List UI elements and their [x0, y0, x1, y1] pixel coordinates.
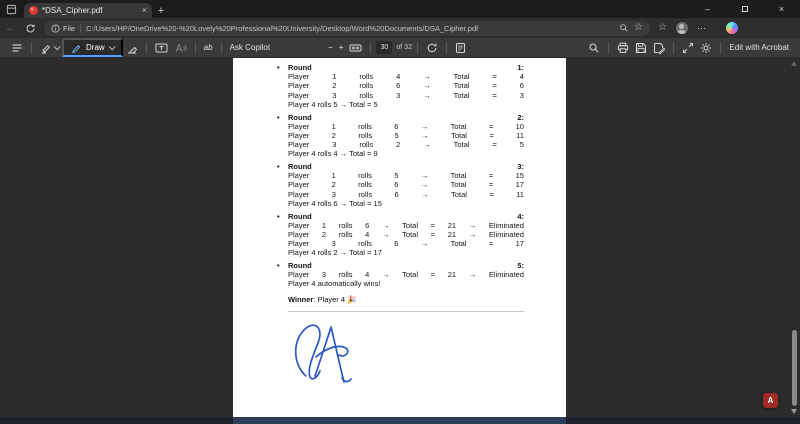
row-token: → — [421, 130, 429, 140]
round-label: Round — [288, 63, 312, 72]
refresh-icon[interactable] — [20, 18, 40, 38]
round-footer: Player 4 rolls 4 → Total = 9 — [288, 149, 378, 159]
chevron-down-icon — [108, 43, 115, 50]
bullet-icon: • — [277, 162, 280, 172]
player-row — [288, 171, 524, 180]
divider — [195, 42, 196, 54]
row-token: Player — [288, 189, 310, 199]
row-token: rolls — [338, 270, 353, 280]
divider — [446, 42, 447, 54]
player-row — [288, 230, 524, 239]
divider — [80, 24, 81, 33]
row-token: 4 — [365, 229, 370, 239]
add-favorite-star-icon[interactable]: ☆ — [634, 22, 643, 33]
scrollbar[interactable] — [789, 58, 799, 417]
row-token: Total — [451, 130, 467, 140]
zoom-out-button[interactable] — [325, 41, 336, 54]
row-token: Total — [453, 72, 470, 82]
round-footer: Player 4 rolls 5 → Total = 5 — [288, 99, 378, 109]
round-footer: Player 4 rolls 2 → Total = 17 — [288, 248, 382, 258]
browser-actions — [658, 22, 744, 34]
row-token: → — [423, 140, 431, 150]
row-token: 1 — [332, 72, 337, 82]
divider — [417, 42, 418, 54]
row-token: Player — [288, 140, 310, 150]
round-block — [277, 211, 524, 258]
divider — [146, 42, 147, 54]
bullet-icon: • — [277, 211, 280, 221]
row-token: Total — [451, 189, 467, 199]
row-token: → — [468, 270, 477, 280]
row-token: 6 — [394, 189, 399, 199]
player-row — [288, 131, 524, 140]
round-label: Round — [288, 162, 312, 172]
ask-copilot-label: Ask Copilot — [229, 43, 271, 52]
player-row — [288, 81, 524, 90]
round-heading — [277, 112, 524, 122]
pdf-page — [233, 58, 566, 417]
page-count-label: of 32 — [396, 44, 412, 51]
minimize-button[interactable]: – — [704, 4, 710, 14]
row-token: 6 — [394, 239, 399, 249]
row-token: 11 — [516, 130, 524, 140]
acrobat-launcher-icon[interactable]: A — [763, 393, 778, 408]
row-token: Total — [402, 270, 418, 280]
profile-avatar[interactable] — [676, 22, 688, 34]
player-row — [288, 72, 524, 81]
address-row — [0, 18, 800, 38]
table-of-contents-icon[interactable] — [8, 40, 26, 56]
row-token: 4 — [519, 72, 524, 82]
round-block — [277, 162, 524, 208]
row-token: → — [382, 270, 390, 280]
row-token: Eliminated — [488, 270, 524, 280]
row-token: 10 — [515, 121, 524, 131]
row-token: 2 — [396, 140, 401, 150]
divider — [370, 42, 371, 54]
row-token: 2 — [321, 229, 327, 239]
row-token: = — [488, 171, 494, 181]
draw-tool-button[interactable] — [62, 38, 123, 57]
row-token: 3 — [519, 90, 524, 100]
edit-with-acrobat-label: Edit with Acrobat — [729, 43, 789, 52]
row-token: → — [423, 90, 431, 100]
row-token: 21 — [447, 270, 457, 280]
rounds-container — [277, 63, 524, 289]
row-token: Total — [453, 81, 470, 91]
scrollbar-thumb[interactable] — [792, 330, 797, 406]
player-row — [288, 190, 524, 199]
row-token: rolls — [359, 140, 374, 150]
row-token: 4 — [365, 270, 370, 280]
row-token: Player — [288, 229, 310, 239]
row-token: Player — [288, 72, 310, 82]
row-token: 3 — [332, 140, 337, 150]
round-label: Round — [288, 261, 312, 271]
row-token: 2 — [331, 180, 336, 190]
row-token: 6 — [394, 121, 399, 131]
pdf-viewport — [0, 58, 800, 424]
row-token: 2 — [332, 81, 337, 91]
row-token: 6 — [396, 81, 401, 91]
edit-with-acrobat-button[interactable] — [726, 41, 792, 54]
favorites-bar-icon[interactable]: ☆ — [658, 22, 667, 33]
bullet-icon: • — [277, 112, 280, 122]
zoom-in-button[interactable] — [336, 41, 347, 54]
round-number: 1: — [517, 63, 524, 72]
search-in-page-icon[interactable] — [619, 23, 629, 33]
close-button[interactable]: × — [778, 4, 785, 14]
tab-title: *DSA_Cipher.pdf — [42, 6, 103, 15]
row-token: Total — [453, 140, 470, 150]
divider — [720, 42, 721, 54]
gear-icon[interactable] — [697, 40, 715, 56]
winner-label: Winner — [288, 294, 314, 304]
address-bar[interactable] — [44, 21, 650, 36]
row-token: → — [468, 220, 477, 230]
row-token: Player — [288, 270, 310, 280]
row-token: rolls — [358, 121, 372, 131]
zoom-out-icon: − — [328, 43, 333, 52]
page-view-icon[interactable] — [452, 40, 469, 56]
row-token: 3 — [331, 189, 336, 199]
row-token: → — [420, 171, 429, 181]
back-icon[interactable]: ← — [5, 22, 15, 34]
row-token: = — [489, 130, 494, 140]
row-token: rolls — [358, 239, 372, 249]
row-token: rolls — [358, 130, 373, 140]
row-token: rolls — [358, 180, 372, 190]
row-token: rolls — [338, 229, 353, 239]
row-token: Total — [450, 121, 467, 131]
round-block — [277, 112, 524, 159]
player-row — [288, 239, 524, 248]
window-controls — [689, 0, 800, 18]
scroll-down-icon[interactable] — [791, 409, 797, 414]
search-document-icon[interactable] — [585, 40, 603, 56]
divider — [608, 42, 609, 54]
round-heading — [277, 162, 524, 172]
row-token: = — [488, 239, 494, 249]
row-token: rolls — [358, 189, 373, 199]
row-token: 5 — [394, 130, 399, 140]
row-token: 1 — [331, 171, 336, 181]
round-number: 5: — [517, 261, 524, 271]
row-token: Total — [402, 220, 418, 230]
eraser-icon[interactable] — [123, 40, 141, 56]
round-label: Round — [288, 112, 312, 122]
protocol-label: File — [63, 23, 76, 33]
add-text-icon[interactable] — [152, 40, 171, 56]
row-token: 5 — [519, 140, 524, 150]
maximize-icon — [742, 6, 748, 12]
row-token: = — [492, 81, 497, 91]
round-number: 2: — [517, 112, 524, 122]
page-number-input[interactable]: 30 — [376, 41, 392, 54]
tab-actions-icon[interactable] — [0, 0, 22, 18]
row-token: 6 — [394, 180, 399, 190]
player-row — [288, 91, 524, 100]
row-token: rolls — [359, 90, 374, 100]
zoom-in-icon: + — [338, 43, 344, 52]
print-icon[interactable] — [614, 40, 632, 56]
row-token: 17 — [515, 239, 524, 249]
divider — [673, 42, 674, 54]
row-token: → — [421, 189, 429, 199]
row-token: Eliminated — [488, 229, 524, 239]
row-token: 15 — [515, 171, 524, 181]
page-bottom-strip — [233, 417, 566, 424]
signature-ink — [285, 320, 365, 388]
copilot-icon[interactable] — [726, 22, 738, 34]
row-token: 5 — [394, 171, 399, 181]
document-text — [277, 63, 524, 312]
pdf-toolbar — [0, 38, 800, 58]
row-token: Total — [402, 229, 418, 239]
row-token: rolls — [358, 171, 372, 181]
pdf-favicon-icon — [29, 6, 38, 15]
row-token: 1 — [331, 121, 336, 131]
row-token: = — [430, 270, 436, 280]
row-token: 21 — [447, 229, 457, 239]
round-block — [277, 63, 524, 109]
round-heading — [277, 211, 524, 221]
winner-line — [288, 295, 524, 304]
row-token: → — [420, 239, 429, 249]
row-token: 3 — [331, 239, 336, 249]
round-heading — [277, 261, 524, 271]
round-label: Round — [288, 211, 312, 221]
highlight-tool-button[interactable] — [37, 40, 62, 56]
player-row — [288, 221, 524, 230]
ask-copilot-button[interactable] — [227, 41, 273, 54]
active-tab[interactable] — [24, 3, 152, 18]
save-as-icon[interactable] — [650, 40, 668, 56]
round-footer: Player 4 automatically wins! — [288, 279, 381, 289]
row-token: 2 — [331, 130, 336, 140]
row-token: Player — [288, 171, 310, 181]
row-token: 21 — [447, 220, 457, 230]
ab-label: ab — [203, 43, 213, 52]
row-token: → — [382, 220, 390, 230]
round-block — [277, 261, 524, 289]
new-tab-button[interactable]: + — [157, 4, 165, 17]
info-icon — [51, 24, 60, 33]
divider — [31, 42, 32, 54]
file-protocol-badge — [51, 24, 75, 33]
row-token: Total — [450, 180, 467, 190]
row-token: 17 — [515, 180, 524, 190]
row-token: 6 — [365, 220, 370, 230]
read-aloud-icon[interactable] — [171, 40, 190, 56]
chevron-down-icon — [54, 43, 61, 50]
bullet-icon: • — [277, 261, 280, 271]
row-token: 3 — [321, 270, 327, 280]
settings-more-icon[interactable]: ⋯ — [696, 22, 707, 33]
row-token: Total — [453, 90, 470, 100]
row-token: → — [468, 229, 477, 239]
text-annotation-icon[interactable] — [201, 41, 216, 54]
row-token: 4 — [396, 72, 401, 82]
row-token: 3 — [332, 90, 337, 100]
row-token: Player — [288, 121, 310, 131]
row-token: rolls — [359, 72, 374, 82]
player-row — [288, 140, 524, 149]
fit-to-width-icon[interactable] — [346, 40, 365, 56]
row-token: 11 — [516, 189, 524, 199]
row-token: Total — [450, 171, 467, 181]
row-token: Player — [288, 239, 310, 249]
url-text: C:/Users/HP/OneDrive%20-%20Lovely%20Professional%20University/Desktop/Word%20Documents/DSA_Cipher.pdf — [86, 23, 479, 33]
player-row — [288, 122, 524, 131]
row-token: → — [420, 180, 429, 190]
round-footer: Player 4 rolls 6 → Total = 15 — [288, 198, 382, 208]
bullet-icon: • — [277, 63, 280, 72]
row-token: 3 — [396, 90, 401, 100]
row-token: 6 — [519, 81, 524, 91]
round-heading — [277, 63, 524, 72]
row-token: → — [420, 121, 429, 131]
row-token: = — [492, 72, 497, 82]
round-number: 4: — [517, 211, 524, 221]
player-row — [288, 270, 524, 279]
rotate-icon[interactable] — [423, 40, 441, 56]
winner-text: : Player 4 🎉 — [313, 294, 357, 304]
draw-label: Draw — [86, 43, 105, 52]
row-token: = — [489, 189, 494, 199]
row-token: → — [382, 229, 390, 239]
divider — [221, 42, 222, 54]
fullscreen-icon[interactable] — [679, 40, 697, 56]
row-token: = — [488, 180, 494, 190]
horizontal-rule — [288, 311, 524, 312]
tab-bar — [0, 0, 800, 18]
row-token: = — [492, 140, 497, 150]
row-token: = — [430, 229, 436, 239]
player-row — [288, 180, 524, 189]
row-token: → — [423, 81, 431, 91]
save-icon[interactable] — [632, 40, 650, 56]
row-token: Total — [450, 239, 467, 249]
row-token: Player — [288, 130, 310, 140]
pen-icon — [71, 42, 82, 53]
row-token: Player — [288, 90, 310, 100]
row-token: Player — [288, 180, 310, 190]
row-token: → — [423, 72, 431, 82]
row-token: Player — [288, 81, 310, 91]
round-number: 3: — [517, 162, 524, 172]
maximize-button[interactable] — [726, 0, 763, 18]
row-token: Player — [288, 220, 310, 230]
row-token: rolls — [338, 220, 353, 230]
row-token: = — [488, 121, 494, 131]
row-token: = — [430, 220, 436, 230]
row-token: 1 — [321, 220, 327, 230]
tab-close-icon[interactable]: × — [141, 5, 147, 15]
row-token: Eliminated — [488, 220, 524, 230]
row-token: rolls — [359, 81, 374, 91]
scroll-up-icon[interactable] — [791, 61, 797, 66]
row-token: = — [492, 90, 497, 100]
